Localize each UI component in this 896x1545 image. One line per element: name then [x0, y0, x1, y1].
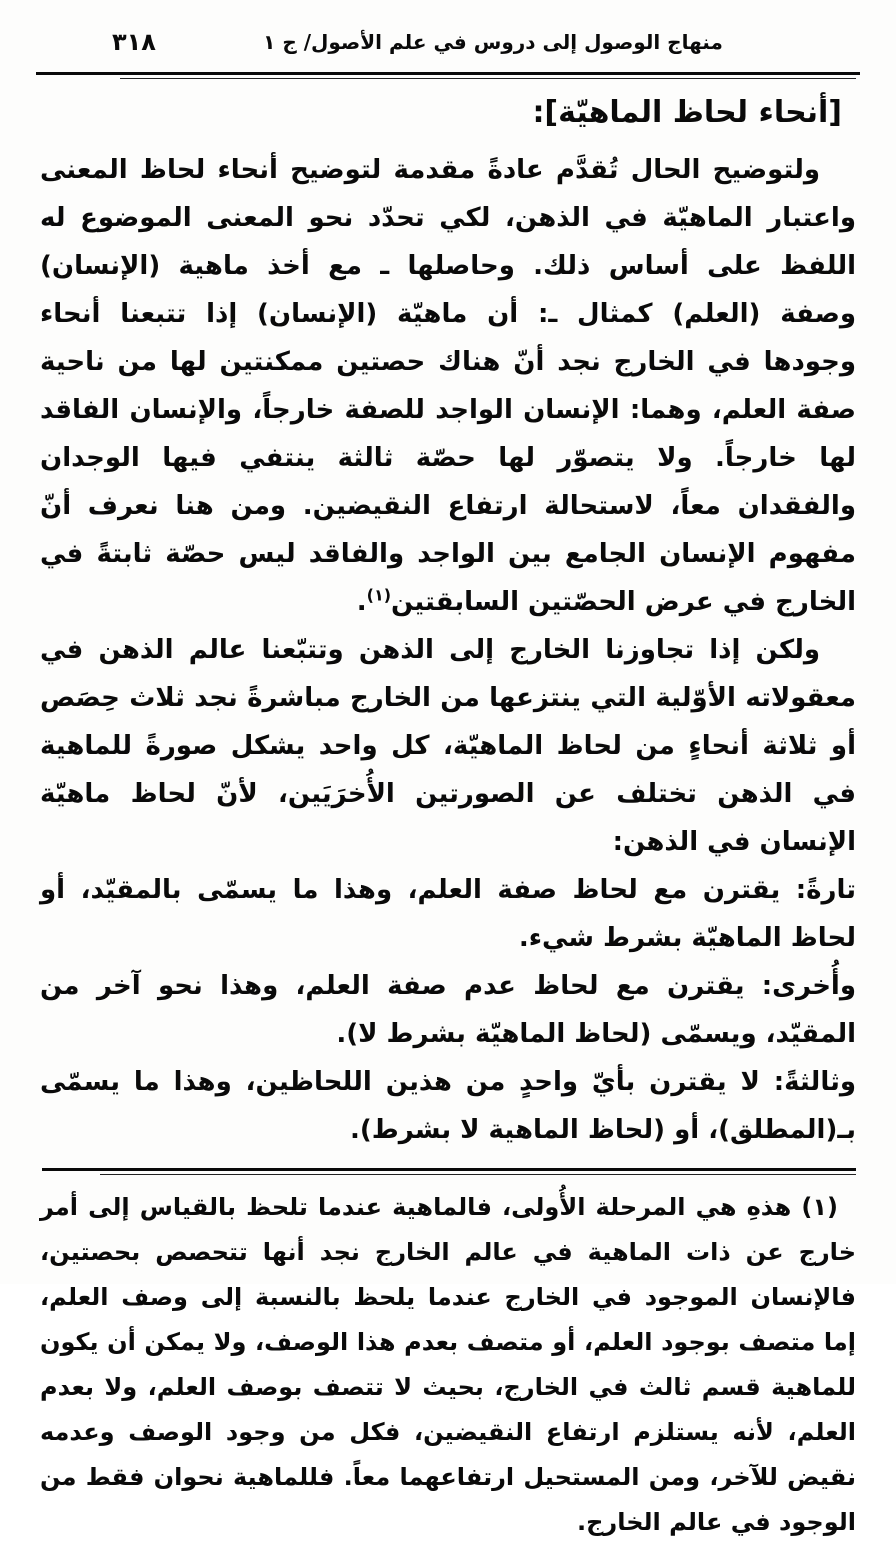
paragraph-intro	[40, 146, 856, 626]
paragraph-case-two: وأُخرى: يقترن مع لحاظ عدم صفة العلم، وهذا نحو آخر من المقيّد، ويسمّى (لحاظ الماهيّة بشرط لا).	[40, 971, 856, 1049]
footnote-separator	[40, 1168, 856, 1175]
footnote-rule	[42, 1168, 856, 1171]
header-rule	[36, 72, 860, 75]
section-heading: [أنحاء لحاظ الماهيّة]:	[532, 95, 842, 130]
header-rule-shadow	[120, 78, 856, 79]
paragraph-case-one: تارةً: يقترن مع لحاظ صفة العلم، وهذا ما يسمّى بالمقيّد، أو لحاظ الماهيّة بشرط شيء.	[40, 875, 856, 953]
paragraph-intro-text: ولتوضيح الحال تُقدَّم عادةً مقدمة لتوضيح أنحاء لحاظ المعنى واعتبار الماهيّة في الذهن، لكي تحدّد نحو المعنى الموضوع له اللفظ على أساس ذلك. وحاصلها ـ مع أخذ ماهية (الإنسان) وصفة (العلم) كمثال ـ: أن ماهيّة (الإنسان) إذا تتبعنا أنحاء وجودها في الخارج نجد أنّ هناك حصتين ممكنتين لها من ناحية صفة العلم، وهما: الإنسان الواجد للصفة خارجاً، والإنسان الفاقد لها خارجاً. ولا يتصوّر لها حصّة ثالثة ينتفي فيها الوجدان والفقدان معاً، لاستحالة ارتفاع النقيضين. ومن هنا نعرف أنّ مفهوم الإنسان الجامع بين الواجد والفاقد ليس حصّة ثابتةً في الخارج في عرض الحصّتين السابقتين	[40, 155, 856, 617]
footnote-marker-superscript: (١)	[366, 585, 392, 605]
book-title: منهاج الوصول إلى دروس في علم الأصول/ ج ١	[263, 30, 723, 54]
footnote-rule-shadow	[100, 1174, 856, 1175]
footnote-text: (١) هذهِ هي المرحلة الأُولى، فالماهية عندما تلحظ بالقياس إلى أمر خارج عن ذات الماهية في عالم الخارج نجد أنها تتحصص بحصتين، فالإنسان الموجود في الخارج عندما يلحظ بالنسبة إلى وصف العلم، إما متصف بوجود العلم، أو متصف بعدم هذا الوصف، ولا يمكن أن يكون للماهية قسم ثالث في الخارج، بحيث لا تتصف بوصف العلم، ولا بعدم العلم، لأنه يستلزم ارتفاع النقيضين، فكل من وجود الوصف وعدمه نقيض للآخر، ومن المستحيل ارتفاعهما معاً. فللماهية نحوان فقط من الوجود في عالم الخارج.	[40, 1193, 856, 1536]
paragraph-case-three: وثالثةً: لا يقترن بأيّ واحدٍ من هذين اللحاظين، وهذا ما يسمّى بـ(المطلق)، أو (لحاظ الماهية لا بشرط).	[40, 1067, 856, 1145]
paragraph-intro-period: .	[356, 587, 367, 617]
paragraph-mind-world: ولكن إذا تجاوزنا الخارج إلى الذهن وتتبّعنا عالم الذهن في معقولاته الأوّلية التي ينتزعها من الخارج مباشرةً نجد ثلاث حِصَص أو ثلاثة أنحاءٍ من لحاظ الماهيّة، كل واحد يشكل صورةً للماهية في الذهن تختلف عن الصورتين الأُخرَيَين، لأنّ لحاظ ماهيّة الإنسان في الذهن:	[40, 635, 856, 857]
page-number: ٣١٨	[112, 28, 156, 56]
running-header	[0, 0, 896, 86]
page-content	[40, 92, 856, 1545]
